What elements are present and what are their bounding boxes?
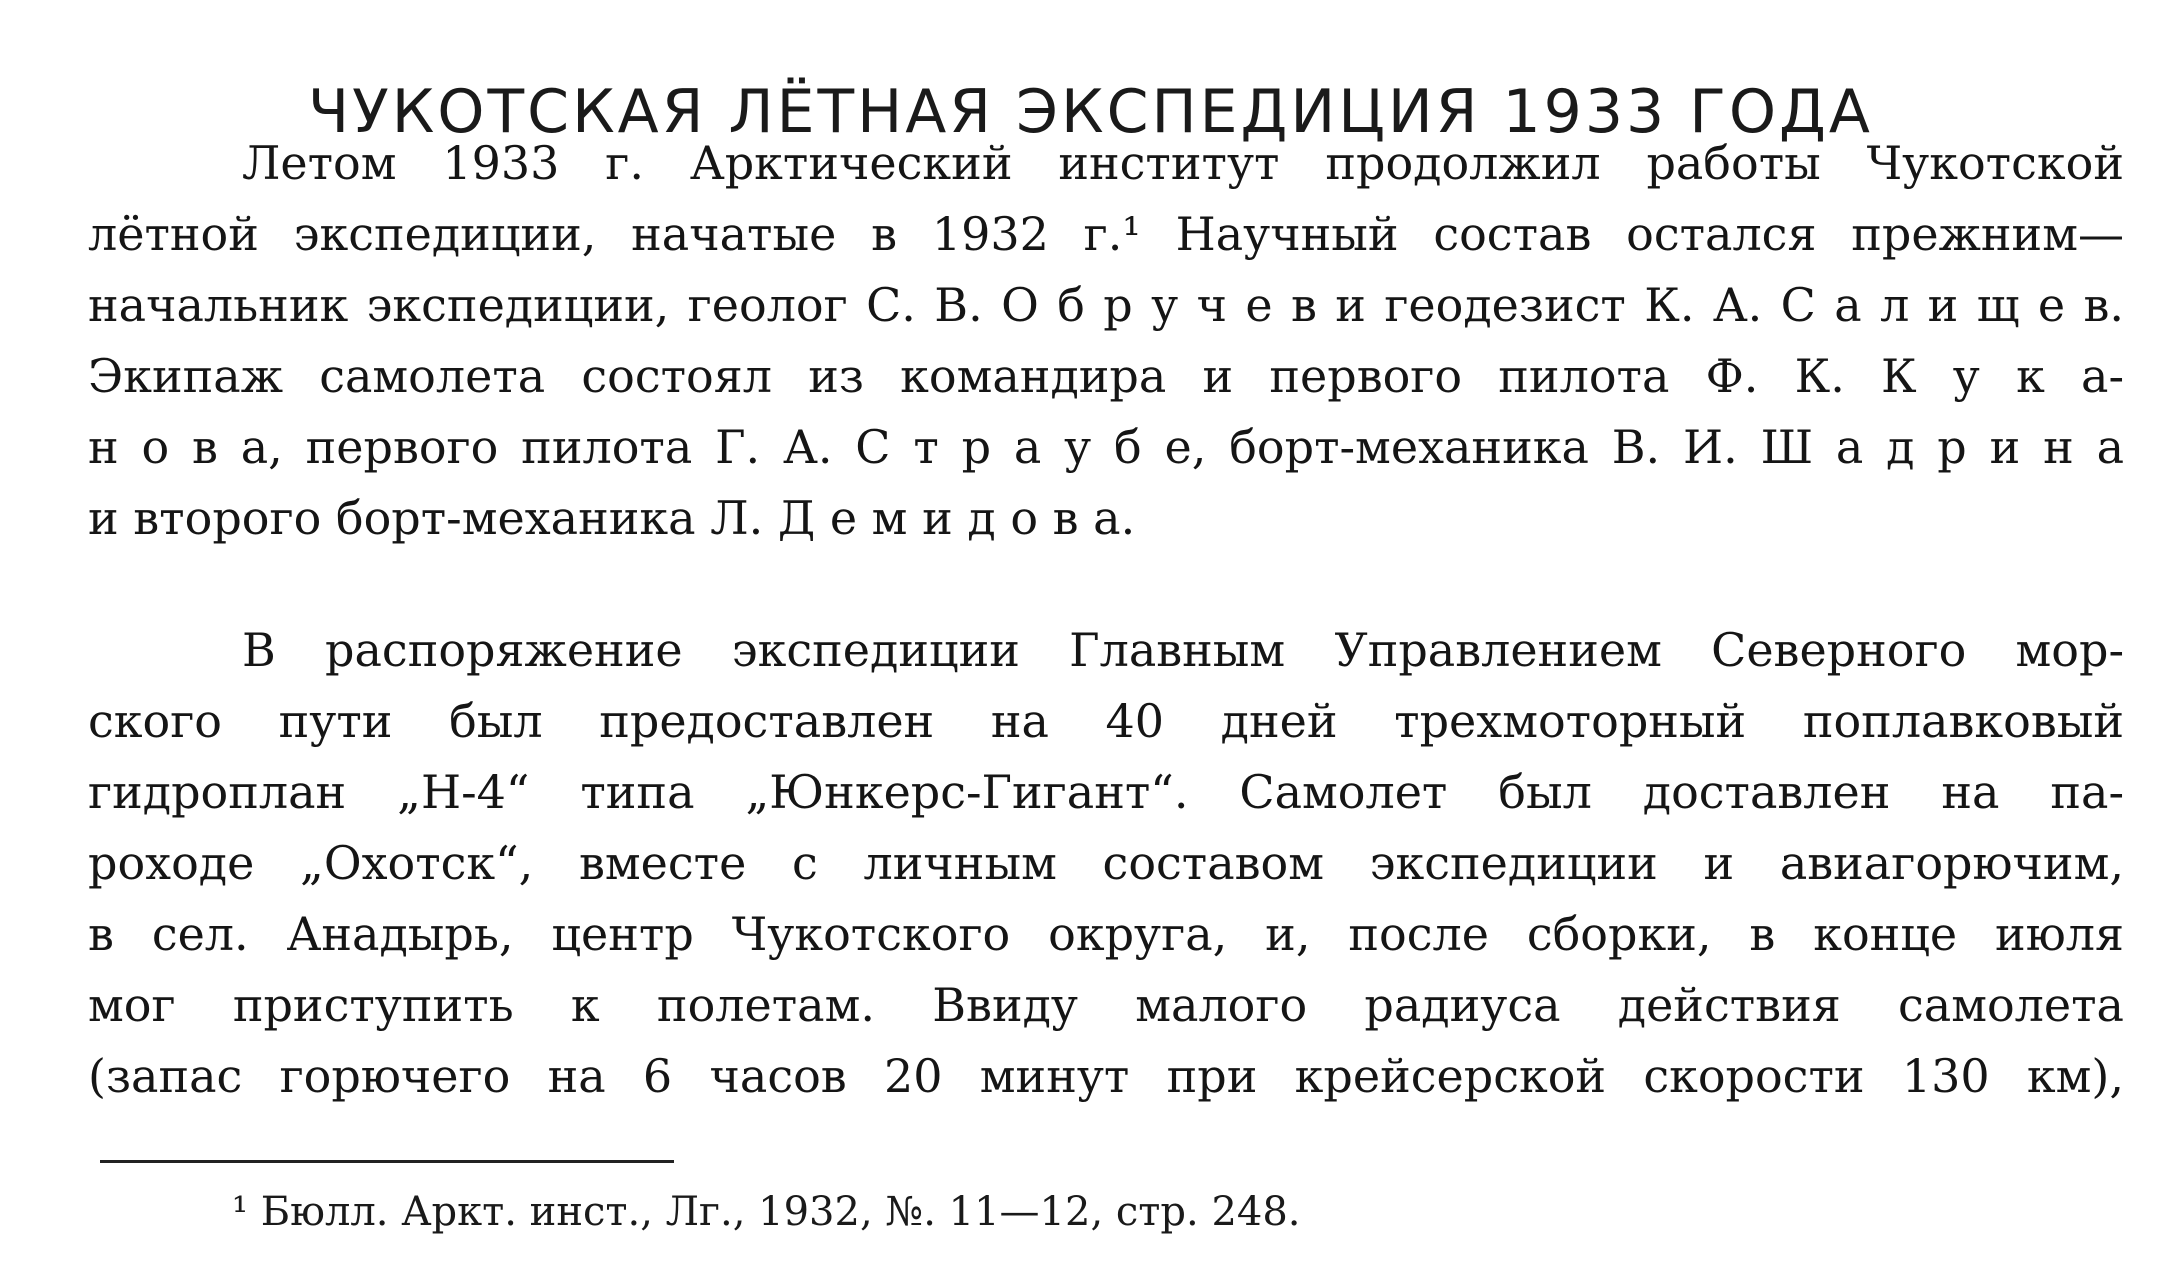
paragraph-2-line-6: мог приступить к полетам. Ввиду малого радиуса действия самолета [88, 978, 2124, 1032]
paragraph-2-line-1: В распоряжение экспедиции Главным Управлением Северного мор- [242, 623, 2124, 677]
footnote: ¹ Бюлл. Аркт. инст., Лг., 1932, №. 11—12, стр. 248. [232, 1189, 1301, 1235]
paragraph-1-line-3: начальник экспедиции, геолог С. В. О б р у ч е в и геодезист К. А. С а л и щ е в. [88, 278, 2124, 332]
paragraph-2-line-5: в сел. Анадырь, центр Чукотского округа, и, после сборки, в конце июля [88, 907, 2124, 961]
paragraph-1-line-2: лётной экспедиции, начатые в 1932 г.¹ Научный состав остался прежним— [88, 207, 2124, 261]
paragraph-1-line-1: Летом 1933 г. Арктический институт продолжил работы Чукотской [242, 136, 2124, 190]
document-title: ЧУКОТСКАЯ ЛЁТНАЯ ЭКСПЕДИЦИЯ 1933 ГОДА [308, 77, 1873, 147]
paragraph-2-line-2: ского пути был предоставлен на 40 дней трехмоторный поплавковый [88, 694, 2124, 748]
footnote-divider [100, 1160, 674, 1163]
paragraph-1-line-4: Экипаж самолета состоял из командира и первого пилота Ф. К. К у к а- [88, 349, 2124, 403]
paragraph-1-line-6: и второго борт-механика Л. Д е м и д о в а. [88, 491, 1136, 545]
paragraph-1-line-5: н о в а, первого пилота Г. А. С т р а у б е, борт-механика В. И. Ш а д р и н а [88, 420, 2124, 474]
paragraph-2-line-7: (запас горючего на 6 часов 20 минут при крейсерской скорости 130 км), [88, 1049, 2124, 1103]
paragraph-2-line-4: роходе „Охотск“, вместе с личным составом экспедиции и авиагорючим, [88, 836, 2124, 890]
paragraph-2-line-3: гидроплан „Н-4“ типа „Юнкерс-Гигант“. Самолет был доставлен на па- [88, 765, 2124, 819]
